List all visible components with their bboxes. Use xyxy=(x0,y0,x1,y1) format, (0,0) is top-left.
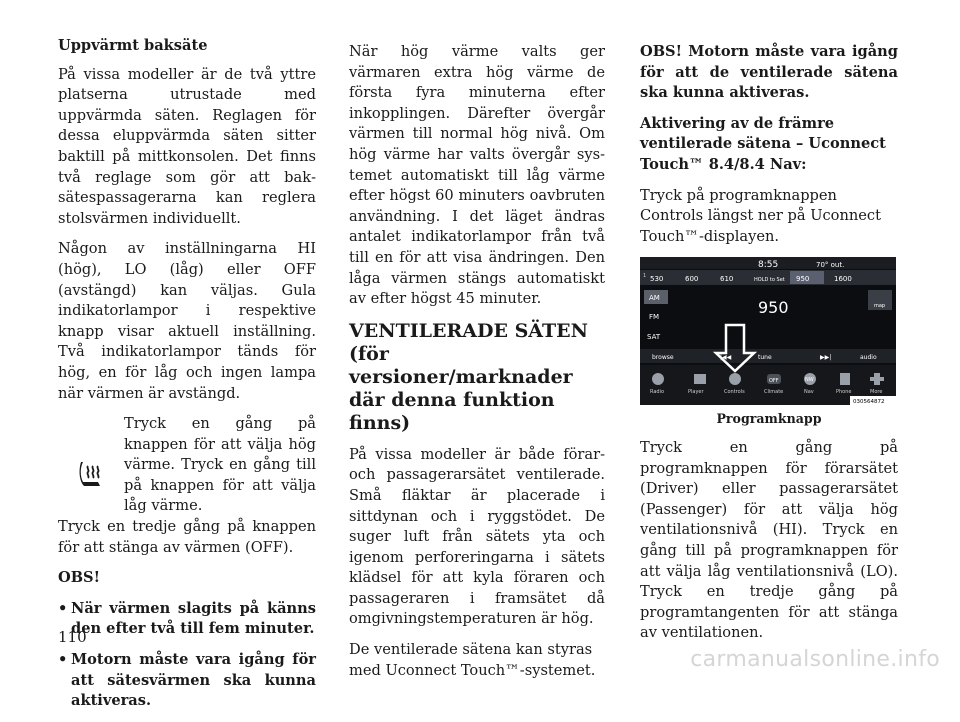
paragraph: På vissa modeller är de två yttre platserna utrustade med uppvärmda säten. Reglagen för dessa eluppvärmda säten sitter baktill på mittkonsolen. Det finns två reglage som gör att baksätespassagerarna kan reglera stolsvärmen individuellt. xyxy=(58,65,316,227)
heated-seat-instruction xyxy=(58,414,316,517)
nav-phone[interactable]: Phone xyxy=(836,389,852,396)
image-code: 030564872 xyxy=(853,399,885,406)
climate-off-label: OFF xyxy=(769,378,779,385)
preset-number: 1 xyxy=(643,273,647,280)
uconnect-screen-image xyxy=(640,257,896,405)
column-1 xyxy=(58,36,316,722)
controls-icon[interactable] xyxy=(729,373,741,385)
section-heading-heated-rear-seat: Uppvärmt baksäte xyxy=(58,37,208,54)
browse-button[interactable]: browse xyxy=(652,354,674,362)
paragraph: På vissa modeller är både förar- och passagerarsätet ventilerade. Små fläktar är placerade i sittdynan och i ryggstödet. De suger luft från sätets yta och igenom perforeringarna i sätets klädsel för att kyla föraren och passageraren i framsätet då omgivningstemperaturen är hög. xyxy=(349,445,605,628)
nav-nav[interactable]: Nav xyxy=(804,389,814,396)
tune-button[interactable]: tune xyxy=(758,354,772,362)
map-button[interactable]: map xyxy=(874,303,886,310)
list-item: • Motorn måste vara igång för att sätesvärmen ska kunna aktiveras. xyxy=(58,650,316,712)
audio-button[interactable]: audio xyxy=(860,354,877,362)
paragraph: Någon av inställningarna HI (hög), LO (låg) eller OFF (avstängd) kan väljas. Gula indikatorlampor i respektive knapp visar aktuell inställning. Två indikatorlampor tänds för hög, en för låg och ingen lampa när värmen är avstängd. xyxy=(58,240,316,402)
subheading: Aktivering av de främre ventilerade sätena – Uconnect Touch™ 8.4/8.4 Nav: xyxy=(640,114,886,173)
paragraph: Tryck en gång på programknappen för förarsätet (Driver) eller passagerarsätet (Passenger) för att välja hög ventilationsnivå (HI). Tryck en gång till på programknappen för att välja låg ventilationsnivå (LO). Tryck en tredje gång på programtangenten för att stänga av ventilationen. xyxy=(640,438,898,642)
preset-530[interactable]: 530 xyxy=(650,275,664,284)
prev-icon[interactable]: |◀◀ xyxy=(720,354,732,362)
phone-icon[interactable] xyxy=(840,373,850,385)
figure-caption: Programknapp xyxy=(716,411,822,427)
section-heading-ventilated-seats: VENTILERADE SÄTEN (för versioner/marknader där denna funktion finns) xyxy=(349,319,588,434)
band-sat[interactable]: SAT xyxy=(647,333,661,342)
nav-player[interactable]: Player xyxy=(688,389,704,396)
paragraph: Tryck en gång på knappen för att välja hög värme. Tryck en gång till på knappen för att välja låg värme. xyxy=(124,415,316,515)
heated-seat-icon xyxy=(58,414,124,517)
nav-controls[interactable]: Controls xyxy=(724,389,745,396)
band-am[interactable]: AM xyxy=(649,294,660,303)
obs-note: OBS! Motorn måste vara igång för att de ventilerade sätena ska kunna aktiveras. xyxy=(640,43,898,102)
obs-label: OBS! xyxy=(58,569,100,587)
player-icon[interactable] xyxy=(694,374,706,384)
column-3 xyxy=(640,42,898,654)
bullet-list xyxy=(58,599,316,712)
nav-climate[interactable]: Climate xyxy=(764,389,784,396)
watermark[interactable]: carmanualsonline.info xyxy=(690,647,940,672)
nav-radio[interactable]: Radio xyxy=(650,389,665,396)
paragraph: När hög värme valts ger värmaren extra hög värme de första fyra minuterna efter inkopplingen. Därefter övergår värmen till normal hög nivå. Om hög värme har valts övergår systemet automatiskt till låg värme efter högst 60 minuters oavbruten användning. I det läget ändras antalet indikatorlampor från två till en för att visa ändringen. Den låga värmen stängs automatiskt av efter högst 45 minuter. xyxy=(349,43,605,308)
list-item: • När värmen slagits på känns den efter två till fem minuter. xyxy=(58,599,316,640)
nav-nw-label: NW xyxy=(805,377,814,384)
preset-600[interactable]: 600 xyxy=(685,275,699,284)
station-display: 950 xyxy=(758,298,789,318)
screen-temp: 70° out. xyxy=(816,261,845,270)
preset-950[interactable]: 950 xyxy=(796,275,810,284)
paragraph: Tryck på programknappen Controls längst ner på Uconnect Touch™-displayen. xyxy=(640,186,881,245)
radio-icon[interactable] xyxy=(652,373,664,385)
preset-hold[interactable]: HOLD to Set xyxy=(754,277,785,284)
band-fm[interactable]: FM xyxy=(649,313,660,322)
preset-610[interactable]: 610 xyxy=(720,275,734,284)
paragraph: Tryck en tredje gång på knappen för att stänga av värmen (OFF). xyxy=(58,518,316,556)
preset-1600[interactable]: 1600 xyxy=(834,275,852,284)
column-2 xyxy=(349,42,605,691)
paragraph: De ventilerade sätena kan styras med Uconnect Touch™-systemet. xyxy=(349,641,596,679)
nav-more[interactable]: More xyxy=(870,389,883,396)
next-icon[interactable]: ▶▶| xyxy=(820,354,832,362)
page-number: 110 xyxy=(58,628,87,646)
screen-time: 8:55 xyxy=(758,260,779,271)
